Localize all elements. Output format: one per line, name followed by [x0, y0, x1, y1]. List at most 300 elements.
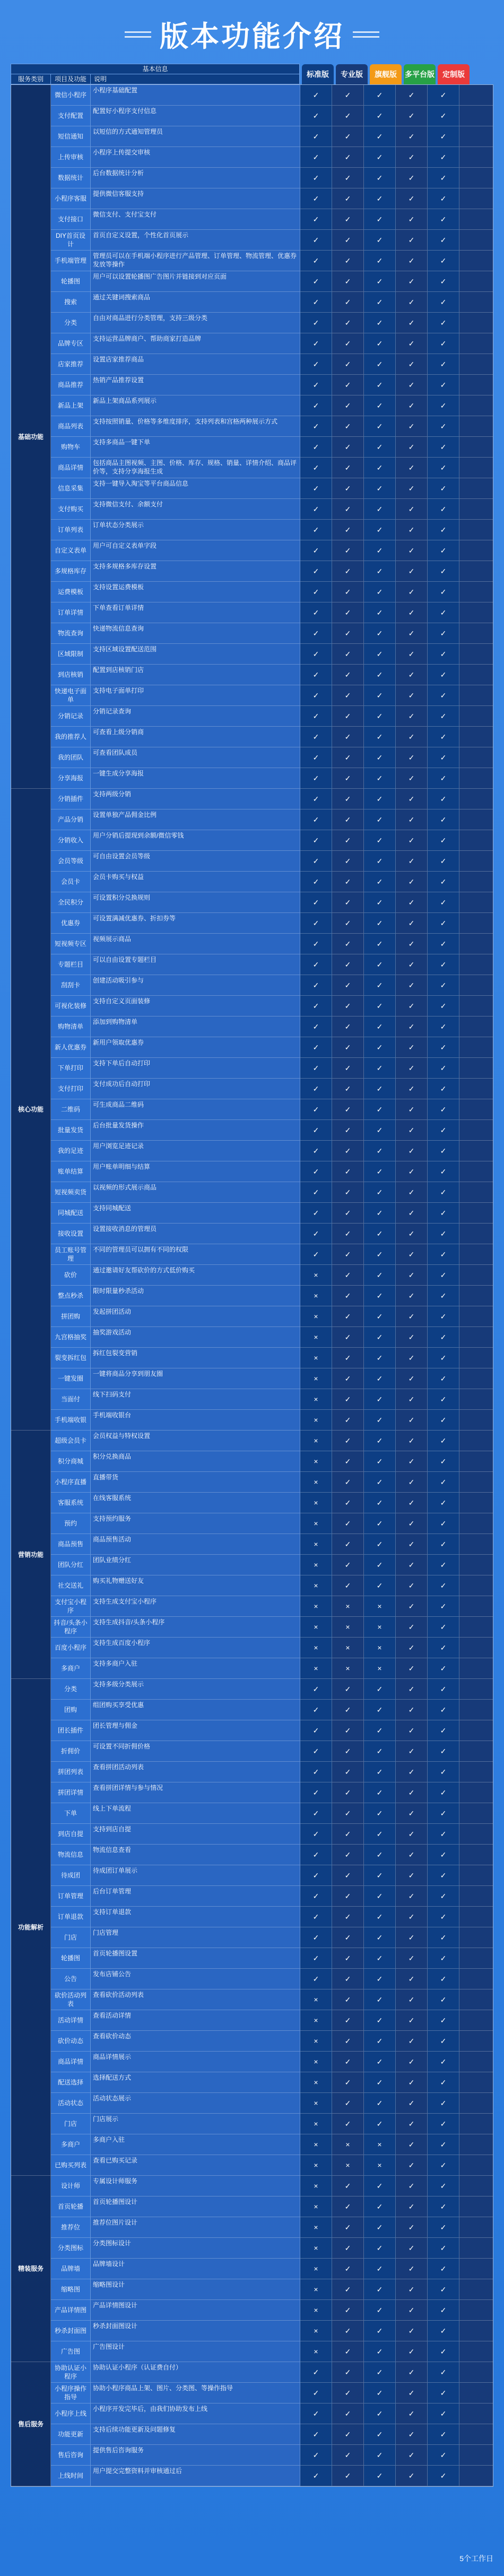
version-multiplatform: 多平台版	[404, 64, 436, 84]
check-4: ✓	[396, 375, 428, 395]
check-4: ✓	[396, 1037, 428, 1058]
check-1: ✓	[300, 934, 332, 954]
check-2: ✓	[332, 685, 364, 706]
check-5: ✓	[428, 892, 459, 913]
check-2: ✓	[332, 2341, 364, 2362]
check-3: ✓	[364, 251, 396, 271]
check-5: ✓	[428, 209, 459, 230]
check-1: ✓	[300, 437, 332, 458]
row-spacer	[459, 2279, 493, 2300]
check-2: ✓	[332, 499, 364, 520]
check-2: ✓	[332, 1741, 364, 1762]
check-3: ✓	[364, 147, 396, 168]
check-4: ✓	[396, 1596, 428, 1617]
row-spacer	[459, 1244, 493, 1265]
feature-description: 后台批量发货操作	[91, 1120, 300, 1141]
check-4: ✓	[396, 892, 428, 913]
check-2: ✓	[332, 1969, 364, 1989]
check-2: ✓	[332, 582, 364, 602]
feature-description: 视频展示商品	[91, 934, 300, 954]
row-spacer	[459, 520, 493, 540]
feature-description: 在线客服系统	[91, 1493, 300, 1513]
feature-description: 支持多商品一键下单	[91, 437, 300, 458]
check-3: ✓	[364, 126, 396, 147]
check-5: ✓	[428, 1720, 459, 1741]
check-2: ✓	[332, 313, 364, 333]
check-3: ✓	[364, 1306, 396, 1327]
row-spacer	[459, 251, 493, 271]
feature-description: 用户账单明细与结算	[91, 1161, 300, 1182]
check-1: ✓	[300, 251, 332, 271]
feature-name: 支付打印	[51, 1079, 91, 1099]
row-spacer	[459, 2010, 493, 2031]
feature-description: 添加到购物清单	[91, 1016, 300, 1037]
check-5: ✓	[428, 2341, 459, 2362]
check-3: ✓	[364, 375, 396, 395]
feature-description: 产品详情图设计	[91, 2300, 300, 2321]
check-2: ✓	[332, 892, 364, 913]
check-3: ×	[364, 1658, 396, 1679]
feature-description: 协助认证小程序（认证费自付）	[91, 2362, 300, 2383]
check-5: ✓	[428, 1099, 459, 1120]
check-4: ✓	[396, 830, 428, 851]
feature-description: 一键生成分享海报	[91, 768, 300, 789]
feature-name: 当面付	[51, 1389, 91, 1410]
feature-name: 轮播图	[51, 1948, 91, 1969]
feature-description: 首页轮播图设置	[91, 1948, 300, 1969]
check-1: ✓	[300, 2362, 332, 2383]
row-spacer	[459, 768, 493, 789]
check-2: ✓	[332, 1120, 364, 1141]
check-4: ✓	[396, 789, 428, 809]
row-spacer	[459, 1596, 493, 1617]
check-4: ✓	[396, 2424, 428, 2445]
check-2: ✓	[332, 1182, 364, 1203]
check-1: ✓	[300, 706, 332, 727]
check-3: ✓	[364, 1762, 396, 1782]
feature-name: 运费模板	[51, 582, 91, 602]
check-1: ×	[300, 2155, 332, 2176]
row-spacer	[459, 892, 493, 913]
check-3: ✓	[364, 458, 396, 478]
check-4: ✓	[396, 1782, 428, 1803]
check-1: ×	[300, 1472, 332, 1493]
check-1: ✓	[300, 499, 332, 520]
check-4: ✓	[396, 1989, 428, 2010]
check-3: ✓	[364, 2031, 396, 2052]
feature-name: 账单结算	[51, 1161, 91, 1182]
check-5: ✓	[428, 685, 459, 706]
row-spacer	[459, 1451, 493, 1472]
check-5: ✓	[428, 478, 459, 499]
check-3: ✓	[364, 1058, 396, 1079]
check-5: ✓	[428, 2072, 459, 2093]
check-3: ✓	[364, 188, 396, 209]
check-2: ✓	[332, 2238, 364, 2259]
check-5: ✓	[428, 520, 459, 540]
check-4: ✓	[396, 2403, 428, 2424]
row-spacer	[459, 1534, 493, 1555]
row-spacer	[459, 2114, 493, 2134]
check-1: ✓	[300, 851, 332, 872]
check-1: ✓	[300, 126, 332, 147]
feature-name: 下单	[51, 1803, 91, 1824]
feature-description: 待成团订单展示	[91, 1865, 300, 1886]
check-2: ✓	[332, 789, 364, 809]
check-3: ✓	[364, 1845, 396, 1865]
row-spacer	[459, 665, 493, 685]
check-2: ✓	[332, 913, 364, 934]
feature-name: 多商户	[51, 2134, 91, 2155]
check-3: ✓	[364, 1472, 396, 1493]
feature-description: 会员权益与特权设置	[91, 1431, 300, 1451]
check-4: ✓	[396, 2238, 428, 2259]
check-3: ✓	[364, 913, 396, 934]
feature-name: 短信通知	[51, 126, 91, 147]
row-spacer	[459, 1058, 493, 1079]
check-1: ×	[300, 1431, 332, 1451]
check-2: ✓	[332, 1203, 364, 1224]
check-3: ✓	[364, 892, 396, 913]
check-2: ✓	[332, 271, 364, 292]
feature-name: 分类图标	[51, 2238, 91, 2259]
check-3: ✓	[364, 1265, 396, 1286]
check-2: ✓	[332, 1368, 364, 1389]
check-2: ✓	[332, 934, 364, 954]
check-5: ✓	[428, 1306, 459, 1327]
check-1: ✓	[300, 1037, 332, 1058]
check-4: ✓	[396, 1824, 428, 1845]
feature-description: 微信支付、支付宝支付	[91, 209, 300, 230]
row-spacer	[459, 1410, 493, 1431]
feature-name: 已购买列表	[51, 2155, 91, 2176]
check-5: ✓	[428, 292, 459, 313]
feature-description: 不同的管理员可以拥有不同的权限	[91, 1244, 300, 1265]
row-spacer	[459, 913, 493, 934]
check-4: ✓	[396, 1865, 428, 1886]
check-1: ×	[300, 2134, 332, 2155]
feature-name: 积分商城	[51, 1451, 91, 1472]
check-1: ✓	[300, 188, 332, 209]
row-spacer	[459, 540, 493, 561]
row-spacer	[459, 747, 493, 768]
check-1: ✓	[300, 892, 332, 913]
check-2: ✓	[332, 1348, 364, 1368]
check-5: ✓	[428, 437, 459, 458]
feature-name: 社交送礼	[51, 1575, 91, 1596]
feature-description: 限时限量秒杀活动	[91, 1286, 300, 1306]
check-4: ✓	[396, 1907, 428, 1927]
check-3: ✓	[364, 2445, 396, 2466]
group-label: 售后服务	[11, 2362, 51, 2486]
check-3: ✓	[364, 1700, 396, 1720]
feature-name: 九宫格抽奖	[51, 1327, 91, 1348]
check-1: ×	[300, 2176, 332, 2196]
check-1: ✓	[300, 1969, 332, 1989]
check-1: ✓	[300, 1741, 332, 1762]
check-1: ×	[300, 1451, 332, 1472]
check-4: ✓	[396, 582, 428, 602]
check-5: ✓	[428, 2238, 459, 2259]
check-5: ✓	[428, 2155, 459, 2176]
check-2: ✓	[332, 1472, 364, 1493]
row-spacer	[459, 1224, 493, 1244]
feature-name: 待成团	[51, 1865, 91, 1886]
check-3: ✓	[364, 1948, 396, 1969]
check-2: ✓	[332, 1286, 364, 1306]
check-2: ✓	[332, 1575, 364, 1596]
check-4: ✓	[396, 395, 428, 416]
check-4: ✓	[396, 2052, 428, 2072]
check-1: ✓	[300, 1120, 332, 1141]
check-2: ✓	[332, 2362, 364, 2383]
feature-description: 可设置满减优惠券、折扣券等	[91, 913, 300, 934]
check-5: ✓	[428, 2217, 459, 2238]
check-3: ×	[364, 1617, 396, 1638]
check-5: ✓	[428, 1741, 459, 1762]
check-5: ✓	[428, 623, 459, 644]
feature-description: 可查看团队成员	[91, 747, 300, 768]
check-1: ✓	[300, 1161, 332, 1182]
feature-name: 上线时间	[51, 2466, 91, 2486]
check-3: ✓	[364, 872, 396, 892]
feature-description: 门店管理	[91, 1927, 300, 1948]
row-spacer	[459, 1141, 493, 1161]
check-4: ✓	[396, 1306, 428, 1327]
feature-description: 下单查看订单详情	[91, 602, 300, 623]
check-2: ✓	[332, 644, 364, 665]
check-3: ✓	[364, 809, 396, 830]
feature-description: 查看砍价活动列表	[91, 1989, 300, 2010]
table-body	[11, 84, 493, 2487]
check-3: ✓	[364, 1865, 396, 1886]
feature-name: 抖音/头条小程序	[51, 1617, 91, 1638]
feature-description: 新品上架商品系列展示	[91, 395, 300, 416]
feature-name: 同城配送	[51, 1203, 91, 1224]
check-4: ✓	[396, 354, 428, 375]
check-4: ✓	[396, 685, 428, 706]
check-5: ✓	[428, 1927, 459, 1948]
row-spacer	[459, 168, 493, 188]
row-spacer	[459, 1638, 493, 1658]
check-4: ✓	[396, 1948, 428, 1969]
feature-description: 热销产品推荐设置	[91, 375, 300, 395]
check-3: ✓	[364, 1679, 396, 1700]
check-4: ✓	[396, 996, 428, 1016]
check-3: ×	[364, 1596, 396, 1617]
check-3: ✓	[364, 1016, 396, 1037]
feature-description: 支持生成百度小程序	[91, 1638, 300, 1658]
feature-description: 购买礼物赠送好友	[91, 1575, 300, 1596]
feature-description: 分类图标设计	[91, 2238, 300, 2259]
row-spacer	[459, 2217, 493, 2238]
check-2: ✓	[332, 1782, 364, 1803]
check-5: ✓	[428, 2300, 459, 2321]
check-2: ✓	[332, 1907, 364, 1927]
check-1: ✓	[300, 665, 332, 685]
feature-name: 商品预售	[51, 1534, 91, 1555]
check-4: ✓	[396, 561, 428, 582]
check-4: ✓	[396, 2176, 428, 2196]
feature-description: 支持订单退款	[91, 1907, 300, 1927]
check-4: ✓	[396, 540, 428, 561]
table-header	[11, 64, 493, 84]
check-3: ✓	[364, 2466, 396, 2486]
check-4: ✓	[396, 1327, 428, 1348]
check-5: ✓	[428, 333, 459, 354]
check-4: ✓	[396, 747, 428, 768]
feature-name: 活动详情	[51, 2010, 91, 2031]
row-spacer	[459, 1679, 493, 1700]
feature-description: 支付成功后自动打印	[91, 1079, 300, 1099]
check-3: ✓	[364, 1989, 396, 2010]
check-1: ✓	[300, 395, 332, 416]
feature-description: 多商户入驻	[91, 2134, 300, 2155]
check-3: ✓	[364, 478, 396, 499]
page-title: 版本功能介绍	[160, 21, 344, 53]
check-4: ✓	[396, 2217, 428, 2238]
check-3: ✓	[364, 1286, 396, 1306]
row-spacer	[459, 975, 493, 996]
check-1: ✓	[300, 1079, 332, 1099]
row-spacer	[459, 1493, 493, 1513]
check-3: ✓	[364, 1410, 396, 1431]
check-3: ✓	[364, 1513, 396, 1534]
feature-description: 推荐位图片设计	[91, 2217, 300, 2238]
feature-description: 管理员可以在手机端小程序进行产品管理、订单管理、物流管理、优惠券发放等操作	[91, 251, 300, 271]
feature-name: 团长插件	[51, 1720, 91, 1741]
feature-name: 裂变拆红包	[51, 1348, 91, 1368]
check-4: ✓	[396, 230, 428, 251]
check-3: ✓	[364, 1120, 396, 1141]
feature-description: 支持电子面单打印	[91, 685, 300, 706]
check-3: ✓	[364, 1431, 396, 1451]
header-col-feature: 项目及功能	[51, 74, 91, 84]
feature-name: 砍价	[51, 1265, 91, 1286]
check-2: ✓	[332, 126, 364, 147]
feature-name: 分销插件	[51, 789, 91, 809]
check-2: ✓	[332, 1865, 364, 1886]
row-spacer	[459, 2259, 493, 2279]
row-spacer	[459, 561, 493, 582]
feature-name: 短视频卖货	[51, 1182, 91, 1203]
row-spacer	[459, 1824, 493, 1845]
check-1: ✓	[300, 1141, 332, 1161]
feature-description: 选择配送方式	[91, 2072, 300, 2093]
check-4: ✓	[396, 1203, 428, 1224]
check-4: ✓	[396, 1224, 428, 1244]
row-spacer	[459, 499, 493, 520]
feature-name: 员工账号管理	[51, 1244, 91, 1265]
check-2: ✓	[332, 706, 364, 727]
check-2: ✓	[332, 395, 364, 416]
check-2: ✓	[332, 251, 364, 271]
check-5: ✓	[428, 416, 459, 437]
check-5: ✓	[428, 789, 459, 809]
check-3: ✓	[364, 2072, 396, 2093]
feature-name: 手机端管理	[51, 251, 91, 271]
check-4: ✓	[396, 2321, 428, 2341]
group-6	[11, 2362, 493, 2486]
feature-description: 支持生成支付宝小程序	[91, 1596, 300, 1617]
check-4: ✓	[396, 2466, 428, 2486]
feature-name: 推荐位	[51, 2217, 91, 2238]
check-1: ✓	[300, 458, 332, 478]
check-4: ✓	[396, 1513, 428, 1534]
check-4: ✓	[396, 271, 428, 292]
check-5: ✓	[428, 271, 459, 292]
check-3: ✓	[364, 292, 396, 313]
row-spacer	[459, 644, 493, 665]
check-3: ✓	[364, 1824, 396, 1845]
check-1: ✓	[300, 768, 332, 789]
check-2: ✓	[332, 1845, 364, 1865]
feature-name: 手机端收银	[51, 1410, 91, 1431]
feature-description: 支持多商户入驻	[91, 1658, 300, 1679]
check-1: ✓	[300, 2383, 332, 2403]
row-spacer	[459, 809, 493, 830]
check-1: ✓	[300, 561, 332, 582]
row-spacer	[459, 1803, 493, 1824]
check-5: ✓	[428, 1575, 459, 1596]
check-5: ✓	[428, 126, 459, 147]
feature-name: 我的团队	[51, 747, 91, 768]
check-3: ✓	[364, 2238, 396, 2259]
feature-description: 支持按照销量、价格等多维度排序，支持列表和宫格两种展示方式	[91, 416, 300, 437]
feature-name: 分销记录	[51, 706, 91, 727]
check-3: ✓	[364, 1534, 396, 1555]
check-3: ✓	[364, 2279, 396, 2300]
feature-name: 团队分红	[51, 1555, 91, 1575]
check-5: ✓	[428, 1534, 459, 1555]
check-3: ✓	[364, 934, 396, 954]
check-4: ✓	[396, 1534, 428, 1555]
check-3: ✓	[364, 437, 396, 458]
feature-name: 百度小程序	[51, 1638, 91, 1658]
check-5: ✓	[428, 975, 459, 996]
row-spacer	[459, 478, 493, 499]
check-2: ✓	[332, 1431, 364, 1451]
check-1: ✓	[300, 271, 332, 292]
check-2: ✓	[332, 996, 364, 1016]
row-spacer	[459, 209, 493, 230]
feature-name: 专题栏目	[51, 954, 91, 975]
check-4: ✓	[396, 1286, 428, 1306]
check-2: ✓	[332, 520, 364, 540]
feature-name: 分享海报	[51, 768, 91, 789]
check-1: ×	[300, 2114, 332, 2134]
check-2: ✓	[332, 602, 364, 623]
check-5: ✓	[428, 747, 459, 768]
check-4: ✓	[396, 602, 428, 623]
check-3: ✓	[364, 85, 396, 106]
row-spacer	[459, 230, 493, 251]
check-2: ✓	[332, 1700, 364, 1720]
check-5: ✓	[428, 2279, 459, 2300]
check-1: ✓	[300, 375, 332, 395]
check-1: ✓	[300, 602, 332, 623]
check-2: ✓	[332, 830, 364, 851]
feature-name: 搜索	[51, 292, 91, 313]
feature-name: 全民积分	[51, 892, 91, 913]
row-spacer	[459, 1575, 493, 1596]
feature-description: 抽奖游戏活动	[91, 1327, 300, 1348]
check-5: ✓	[428, 1244, 459, 1265]
row-spacer	[459, 1762, 493, 1782]
check-3: ✓	[364, 2052, 396, 2072]
header-col-category: 服务类别	[11, 74, 51, 84]
check-1: ✓	[300, 727, 332, 747]
